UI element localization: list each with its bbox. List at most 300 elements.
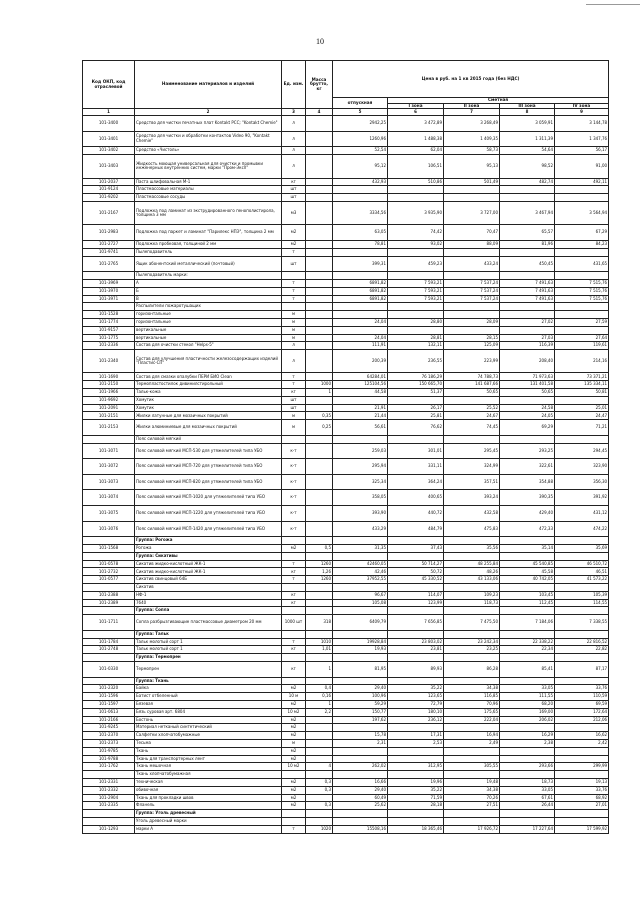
row-zone-4-price: 214,16: [555, 350, 609, 373]
row-mass: 4: [306, 763, 333, 771]
row-code: 101-1774: [83, 318, 135, 326]
row-zone-2-price: 175,65: [444, 708, 500, 716]
row-zone-1-price: 17,31: [388, 732, 444, 740]
row-code: 101-2320: [83, 685, 135, 693]
row-unit: к-т: [282, 506, 306, 522]
row-mass: [306, 591, 333, 599]
row-code: 101-2904: [83, 794, 135, 802]
row-mass: 1: [306, 700, 333, 708]
row-release-price: 197,62: [333, 716, 388, 724]
row-release-price: 2,31: [333, 739, 388, 747]
row-code: 101-1711: [83, 615, 135, 631]
table-row: [83, 342, 609, 350]
row-code: 101-2332: [83, 786, 135, 794]
row-unit: шт: [282, 396, 306, 404]
table-row: [83, 373, 609, 381]
row-zone-2-price: [444, 272, 500, 280]
row-zone-2-price: [444, 817, 500, 825]
row-name: Фланель: [135, 802, 282, 810]
row-code: 101-2037: [83, 178, 135, 186]
row-name: Сикатив жидко-кислотный ЖК-1: [135, 568, 282, 576]
row-mass: [306, 318, 333, 326]
row-zone-2-price: [444, 303, 500, 311]
row-zone-3-price: 7 491,63: [500, 287, 555, 295]
row-name: Термопрен: [135, 661, 282, 677]
row-code: 101-9741: [83, 248, 135, 256]
row-zone-2-price: [444, 584, 500, 592]
row-mass: 0,5: [306, 545, 333, 553]
row-unit: м: [282, 311, 306, 319]
row-zone-1-price: [388, 537, 444, 545]
row-mass: [306, 435, 333, 443]
row-mass: [306, 201, 333, 224]
row-unit: [282, 817, 306, 825]
row-zone-3-price: 85,41: [500, 661, 555, 677]
column-index-row: [83, 109, 609, 116]
row-zone-4-price: [555, 396, 609, 404]
row-code: 101-9245: [83, 724, 135, 732]
row-unit: л: [282, 131, 306, 147]
row-zone-1-price: 312,95: [388, 763, 444, 771]
group-row: [83, 552, 609, 560]
row-unit: т: [282, 381, 306, 389]
row-name: Состав для смазки опалубки ПЕРИ БИО Clean: [135, 373, 282, 381]
row-unit: м2: [282, 716, 306, 724]
row-mass: [306, 677, 333, 685]
table-row: [83, 771, 609, 779]
row-zone-4-price: 17 599,92: [555, 825, 609, 833]
row-zone-1-price: [388, 654, 444, 662]
row-release-price: 3334,56: [333, 201, 388, 224]
row-zone-3-price: [500, 747, 555, 755]
row-zone-1-price: [388, 724, 444, 732]
row-code: [83, 630, 135, 638]
row-code: 101-3076: [83, 521, 135, 537]
row-zone-4-price: 323,90: [555, 459, 609, 475]
row-zone-3-price: 54,64: [500, 147, 555, 155]
row-zone-4-price: 474,22: [555, 521, 609, 537]
row-name: Средство для чистки и обработки контактов Video 90, "Kontakt Chemie": [135, 131, 282, 147]
row-name: Хомутик: [135, 396, 282, 404]
row-zone-3-price: 429,40: [500, 506, 555, 522]
row-zone-1-price: 2,53: [388, 739, 444, 747]
row-zone-4-price: 25,01: [555, 404, 609, 412]
row-zone-4-price: 22,82: [555, 646, 609, 654]
table-row: [83, 615, 609, 631]
row-release-price: 25,62: [333, 802, 388, 810]
row-zone-2-price: 393,24: [444, 490, 500, 506]
row-release-price: 19928,84: [333, 638, 388, 646]
row-code: 101-9124: [83, 186, 135, 194]
row-mass: [306, 272, 333, 280]
row-unit: шт: [282, 186, 306, 194]
row-code: 101-2732: [83, 568, 135, 576]
row-code: 101-9785: [83, 747, 135, 755]
row-name: Ткань для прокладки швов: [135, 794, 282, 802]
row-name: Сикатив жидко-кислотный ЖК-1: [135, 560, 282, 568]
row-code: 101-1775: [83, 334, 135, 342]
row-unit: т: [282, 287, 306, 295]
row-zone-4-price: [555, 311, 609, 319]
row-zone-2-price: [444, 186, 500, 194]
row-zone-4-price: 7 515,76: [555, 295, 609, 303]
row-unit: шт: [282, 194, 306, 202]
row-zone-2-price: 86,28: [444, 661, 500, 677]
row-zone-4-price: 119,61: [555, 342, 609, 350]
row-release-price: 393,90: [333, 506, 388, 522]
row-code: 101-2150: [83, 381, 135, 389]
row-code: [83, 810, 135, 818]
row-zone-3-price: 3 467,94: [500, 201, 555, 224]
row-zone-1-price: 510,86: [388, 178, 444, 186]
table-row: [83, 459, 609, 475]
row-mass: [306, 311, 333, 319]
row-zone-2-price: [444, 724, 500, 732]
table-row: [83, 685, 609, 693]
row-zone-2-price: 3 268,49: [444, 116, 500, 132]
row-zone-2-price: 48 255,84: [444, 560, 500, 568]
row-zone-2-price: [444, 747, 500, 755]
row-release-price: 78,81: [333, 240, 388, 248]
row-unit: м2: [282, 685, 306, 693]
row-name: Группа: Сопла: [135, 607, 282, 615]
row-name: Пояс силовой мягкий МСП-720 для утяжелителей типа УБО: [135, 459, 282, 475]
row-name: Подложка под паркет и ламинат "Парилекс НПЭ", толщина 2 мм: [135, 225, 282, 241]
table-row: [83, 311, 609, 319]
row-unit: кг: [282, 568, 306, 576]
table-row: [83, 412, 609, 420]
row-zone-2-price: 28,15: [444, 334, 500, 342]
row-release-price: 105,08: [333, 599, 388, 607]
row-name: НФ-1: [135, 591, 282, 599]
row-unit: [282, 810, 306, 818]
row-unit: 10 м: [282, 693, 306, 701]
row-zone-2-price: 43 133,06: [444, 576, 500, 584]
row-release-price: [333, 303, 388, 311]
row-mass: 0,4: [306, 685, 333, 693]
row-unit: шт: [282, 404, 306, 412]
row-name: Ткань хлопчатобумажная: [135, 771, 282, 779]
table-row: [83, 521, 609, 537]
table-row: [83, 724, 609, 732]
row-code: 101-1596: [83, 693, 135, 701]
row-zone-3-price: 7 491,63: [500, 295, 555, 303]
row-mass: 1: [306, 389, 333, 397]
table-row: [83, 443, 609, 459]
row-zone-1-price: 25,81: [388, 412, 444, 420]
row-zone-2-price: 305,55: [444, 763, 500, 771]
row-zone-1-price: 19,96: [388, 778, 444, 786]
header-mass: Масса брутто, кг: [306, 61, 333, 109]
row-zone-1-price: 51,37: [388, 389, 444, 397]
row-zone-1-price: 76,62: [388, 420, 444, 436]
row-release-price: [333, 537, 388, 545]
row-mass: [306, 521, 333, 537]
group-row: [83, 677, 609, 685]
table-row: [83, 131, 609, 147]
row-unit: к-т: [282, 474, 306, 490]
row-zone-1-price: [388, 771, 444, 779]
row-release-price: 6891,82: [333, 295, 388, 303]
table-row: [83, 350, 609, 373]
row-code: 101-1597: [83, 700, 135, 708]
row-mass: [306, 755, 333, 763]
row-zone-3-price: 27,02: [500, 318, 555, 326]
row-zone-3-price: 482,74: [500, 178, 555, 186]
row-zone-1-price: [388, 396, 444, 404]
row-zone-2-price: 125,09: [444, 342, 500, 350]
row-name: А: [135, 279, 282, 287]
row-release-price: 6891,82: [333, 287, 388, 295]
row-mass: [306, 584, 333, 592]
row-code: [83, 771, 135, 779]
row-zone-4-price: 19,13: [555, 778, 609, 786]
row-zone-3-price: 450,45: [500, 256, 555, 272]
row-zone-1-price: [388, 747, 444, 755]
row-zone-1-price: 23 803,02: [388, 638, 444, 646]
table-row: [83, 638, 609, 646]
row-unit: [282, 677, 306, 685]
row-code: 101-1293: [83, 825, 135, 833]
column-index: 1: [83, 109, 135, 116]
row-zone-2-price: 475,83: [444, 521, 500, 537]
row-zone-3-price: 103,45: [500, 591, 555, 599]
row-zone-1-price: 93,02: [388, 240, 444, 248]
row-name: Жидкость моющая универсальная для очистки и промывки инженерных внутренних систем, марки "Пром-Эксп": [135, 155, 282, 178]
table-row: [83, 396, 609, 404]
row-mass: 0,35: [306, 412, 333, 420]
row-name: Пояс силовой мягкий МСП-1220 для утяжелителей типа УБО: [135, 506, 282, 522]
row-name: Байка: [135, 685, 282, 693]
row-code: 101-9692: [83, 396, 135, 404]
row-mass: 1000: [306, 381, 333, 389]
row-zone-3-price: 27,03: [500, 334, 555, 342]
row-code: 101-2153: [83, 420, 135, 436]
row-code: 101-2335: [83, 802, 135, 810]
row-zone-2-price: 433,24: [444, 256, 500, 272]
row-zone-1-price: 236,55: [388, 350, 444, 373]
row-release-price: 24,04: [333, 334, 388, 342]
row-release-price: 31,35: [333, 545, 388, 553]
row-zone-3-price: [500, 194, 555, 202]
row-release-price: [333, 186, 388, 194]
row-unit: т: [282, 560, 306, 568]
top-rule: [586, 4, 640, 5]
row-unit: л: [282, 155, 306, 178]
row-zone-2-price: 19,48: [444, 778, 500, 786]
row-zone-4-price: 7 338,55: [555, 615, 609, 631]
row-zone-3-price: [500, 584, 555, 592]
table-row: [83, 116, 609, 132]
row-zone-4-price: [555, 248, 609, 256]
row-zone-2-price: 27,51: [444, 802, 500, 810]
row-zone-2-price: 23 242,34: [444, 638, 500, 646]
row-code: 101-1784: [83, 638, 135, 646]
row-code: 101-3074: [83, 490, 135, 506]
row-zone-2-price: [444, 248, 500, 256]
table-row: [83, 381, 609, 389]
row-zone-2-price: 1 409,35: [444, 131, 500, 147]
row-zone-4-price: 50,81: [555, 389, 609, 397]
table-row: [83, 560, 609, 568]
row-zone-2-price: 34,38: [444, 685, 500, 693]
row-mass: [306, 732, 333, 740]
row-release-price: 358,05: [333, 490, 388, 506]
row-name: Ящик абонентский металлический (почтовый): [135, 256, 282, 272]
row-zone-1-price: [388, 194, 444, 202]
row-unit: м: [282, 739, 306, 747]
row-code: [83, 654, 135, 662]
row-code: 101-3969: [83, 279, 135, 287]
row-zone-4-price: 27,64: [555, 334, 609, 342]
table-row: [83, 584, 609, 592]
row-zone-3-price: 45,58: [500, 568, 555, 576]
row-zone-4-price: [555, 537, 609, 545]
row-zone-2-price: 74 788,73: [444, 373, 500, 381]
row-name: Пластмассовые материалы: [135, 186, 282, 194]
row-name: техническая: [135, 778, 282, 786]
row-unit: м2: [282, 732, 306, 740]
row-zone-3-price: 18,73: [500, 778, 555, 786]
row-zone-2-price: 3 727,00: [444, 201, 500, 224]
row-zone-2-price: 118,73: [444, 599, 500, 607]
row-code: 101-1762: [83, 763, 135, 771]
group-row: [83, 810, 609, 818]
row-name: Средство «Чистоль»: [135, 147, 282, 155]
row-release-price: [333, 584, 388, 592]
row-name: Бостонь: [135, 716, 282, 724]
row-zone-2-price: 34,38: [444, 786, 500, 794]
row-zone-2-price: [444, 755, 500, 763]
row-zone-2-price: 141 687,66: [444, 381, 500, 389]
row-zone-4-price: 7 515,76: [555, 279, 609, 287]
row-code: 101-2765: [83, 256, 135, 272]
row-unit: [282, 552, 306, 560]
row-release-price: 399,31: [333, 256, 388, 272]
row-zone-2-price: 70,96: [444, 700, 500, 708]
table-row: [83, 326, 609, 334]
row-zone-4-price: 114,55: [555, 599, 609, 607]
row-zone-4-price: 33,76: [555, 786, 609, 794]
row-mass: [306, 295, 333, 303]
row-unit: [282, 607, 306, 615]
row-zone-3-price: 40 742,05: [500, 576, 555, 584]
table-row: [83, 240, 609, 248]
table-body: [83, 116, 609, 833]
row-mass: [306, 599, 333, 607]
row-code: 101-9202: [83, 194, 135, 202]
row-unit: т: [282, 279, 306, 287]
header-zone-4: IV зона: [555, 103, 609, 109]
row-zone-4-price: [555, 747, 609, 755]
row-name: Подложка пробковая, толщиной 2 мм: [135, 240, 282, 248]
table-row: [83, 194, 609, 202]
column-index: 9: [555, 109, 609, 116]
row-release-price: 325,34: [333, 474, 388, 490]
row-zone-3-price: 50,65: [500, 389, 555, 397]
row-zone-4-price: 294,45: [555, 443, 609, 459]
row-release-price: [333, 272, 388, 280]
row-zone-3-price: 169,00: [500, 708, 555, 716]
row-zone-1-price: 7 593,21: [388, 295, 444, 303]
row-release-price: [333, 607, 388, 615]
row-unit: [282, 654, 306, 662]
row-name: Группа: Рогожа: [135, 537, 282, 545]
row-zone-3-price: 33,05: [500, 786, 555, 794]
row-zone-3-price: 71 973,63: [500, 373, 555, 381]
row-mass: [306, 724, 333, 732]
row-zone-2-price: 70,47: [444, 225, 500, 241]
row-unit: м2: [282, 802, 306, 810]
row-zone-2-price: 2,49: [444, 739, 500, 747]
row-name: Группа: Уголь древесный: [135, 810, 282, 818]
row-release-price: [333, 810, 388, 818]
row-zone-4-price: [555, 435, 609, 443]
row-name: Хомутик: [135, 404, 282, 412]
row-release-price: 52,54: [333, 147, 388, 155]
table-row: [83, 404, 609, 412]
row-name: Пояс силовой мягкий МСП-820 для утяжелителей типа УБО: [135, 474, 282, 490]
row-unit: м: [282, 318, 306, 326]
row-release-price: 29,40: [333, 685, 388, 693]
row-zone-1-price: 123,99: [388, 599, 444, 607]
row-mass: [306, 794, 333, 802]
row-zone-3-price: 45 540,85: [500, 560, 555, 568]
row-zone-3-price: 26,44: [500, 802, 555, 810]
row-zone-2-price: 324,99: [444, 459, 500, 475]
row-zone-4-price: 87,17: [555, 661, 609, 677]
table-row: [83, 272, 609, 280]
row-name: Бязевая: [135, 700, 282, 708]
row-zone-4-price: 356,30: [555, 474, 609, 490]
row-zone-2-price: [444, 396, 500, 404]
row-code: 101-3075: [83, 506, 135, 522]
row-release-price: 42460,05: [333, 560, 388, 568]
row-release-price: 60,49: [333, 794, 388, 802]
table-row: [83, 435, 609, 443]
row-unit: кг: [282, 661, 306, 677]
row-zone-3-price: 354,88: [500, 474, 555, 490]
row-name: Группа: Ткань: [135, 677, 282, 685]
row-release-price: 21,91: [333, 404, 388, 412]
row-unit: [282, 771, 306, 779]
row-zone-1-price: [388, 186, 444, 194]
row-zone-4-price: 299,99: [555, 763, 609, 771]
row-unit: м2: [282, 545, 306, 553]
row-unit: к-т: [282, 521, 306, 537]
row-zone-4-price: 27,01: [555, 802, 609, 810]
row-zone-1-price: 50,72: [388, 568, 444, 576]
row-code: 101-2727: [83, 240, 135, 248]
row-unit: л: [282, 350, 306, 373]
row-zone-1-price: 89,93: [388, 661, 444, 677]
row-zone-3-price: 16,29: [500, 732, 555, 740]
row-release-price: 63,05: [333, 225, 388, 241]
row-zone-1-price: 150 665,70: [388, 381, 444, 389]
row-zone-1-price: 76 186,29: [388, 373, 444, 381]
row-mass: [306, 279, 333, 287]
row-zone-2-price: 24,67: [444, 412, 500, 420]
table-row: [83, 599, 609, 607]
row-zone-2-price: 222,04: [444, 716, 500, 724]
row-zone-3-price: 17 227,64: [500, 825, 555, 833]
row-zone-4-price: 46 510,72: [555, 560, 609, 568]
row-unit: т: [282, 638, 306, 646]
column-index: 4: [306, 109, 333, 116]
row-release-price: 432,93: [333, 178, 388, 186]
row-zone-2-price: 17 926,72: [444, 825, 500, 833]
row-release-price: [333, 326, 388, 334]
